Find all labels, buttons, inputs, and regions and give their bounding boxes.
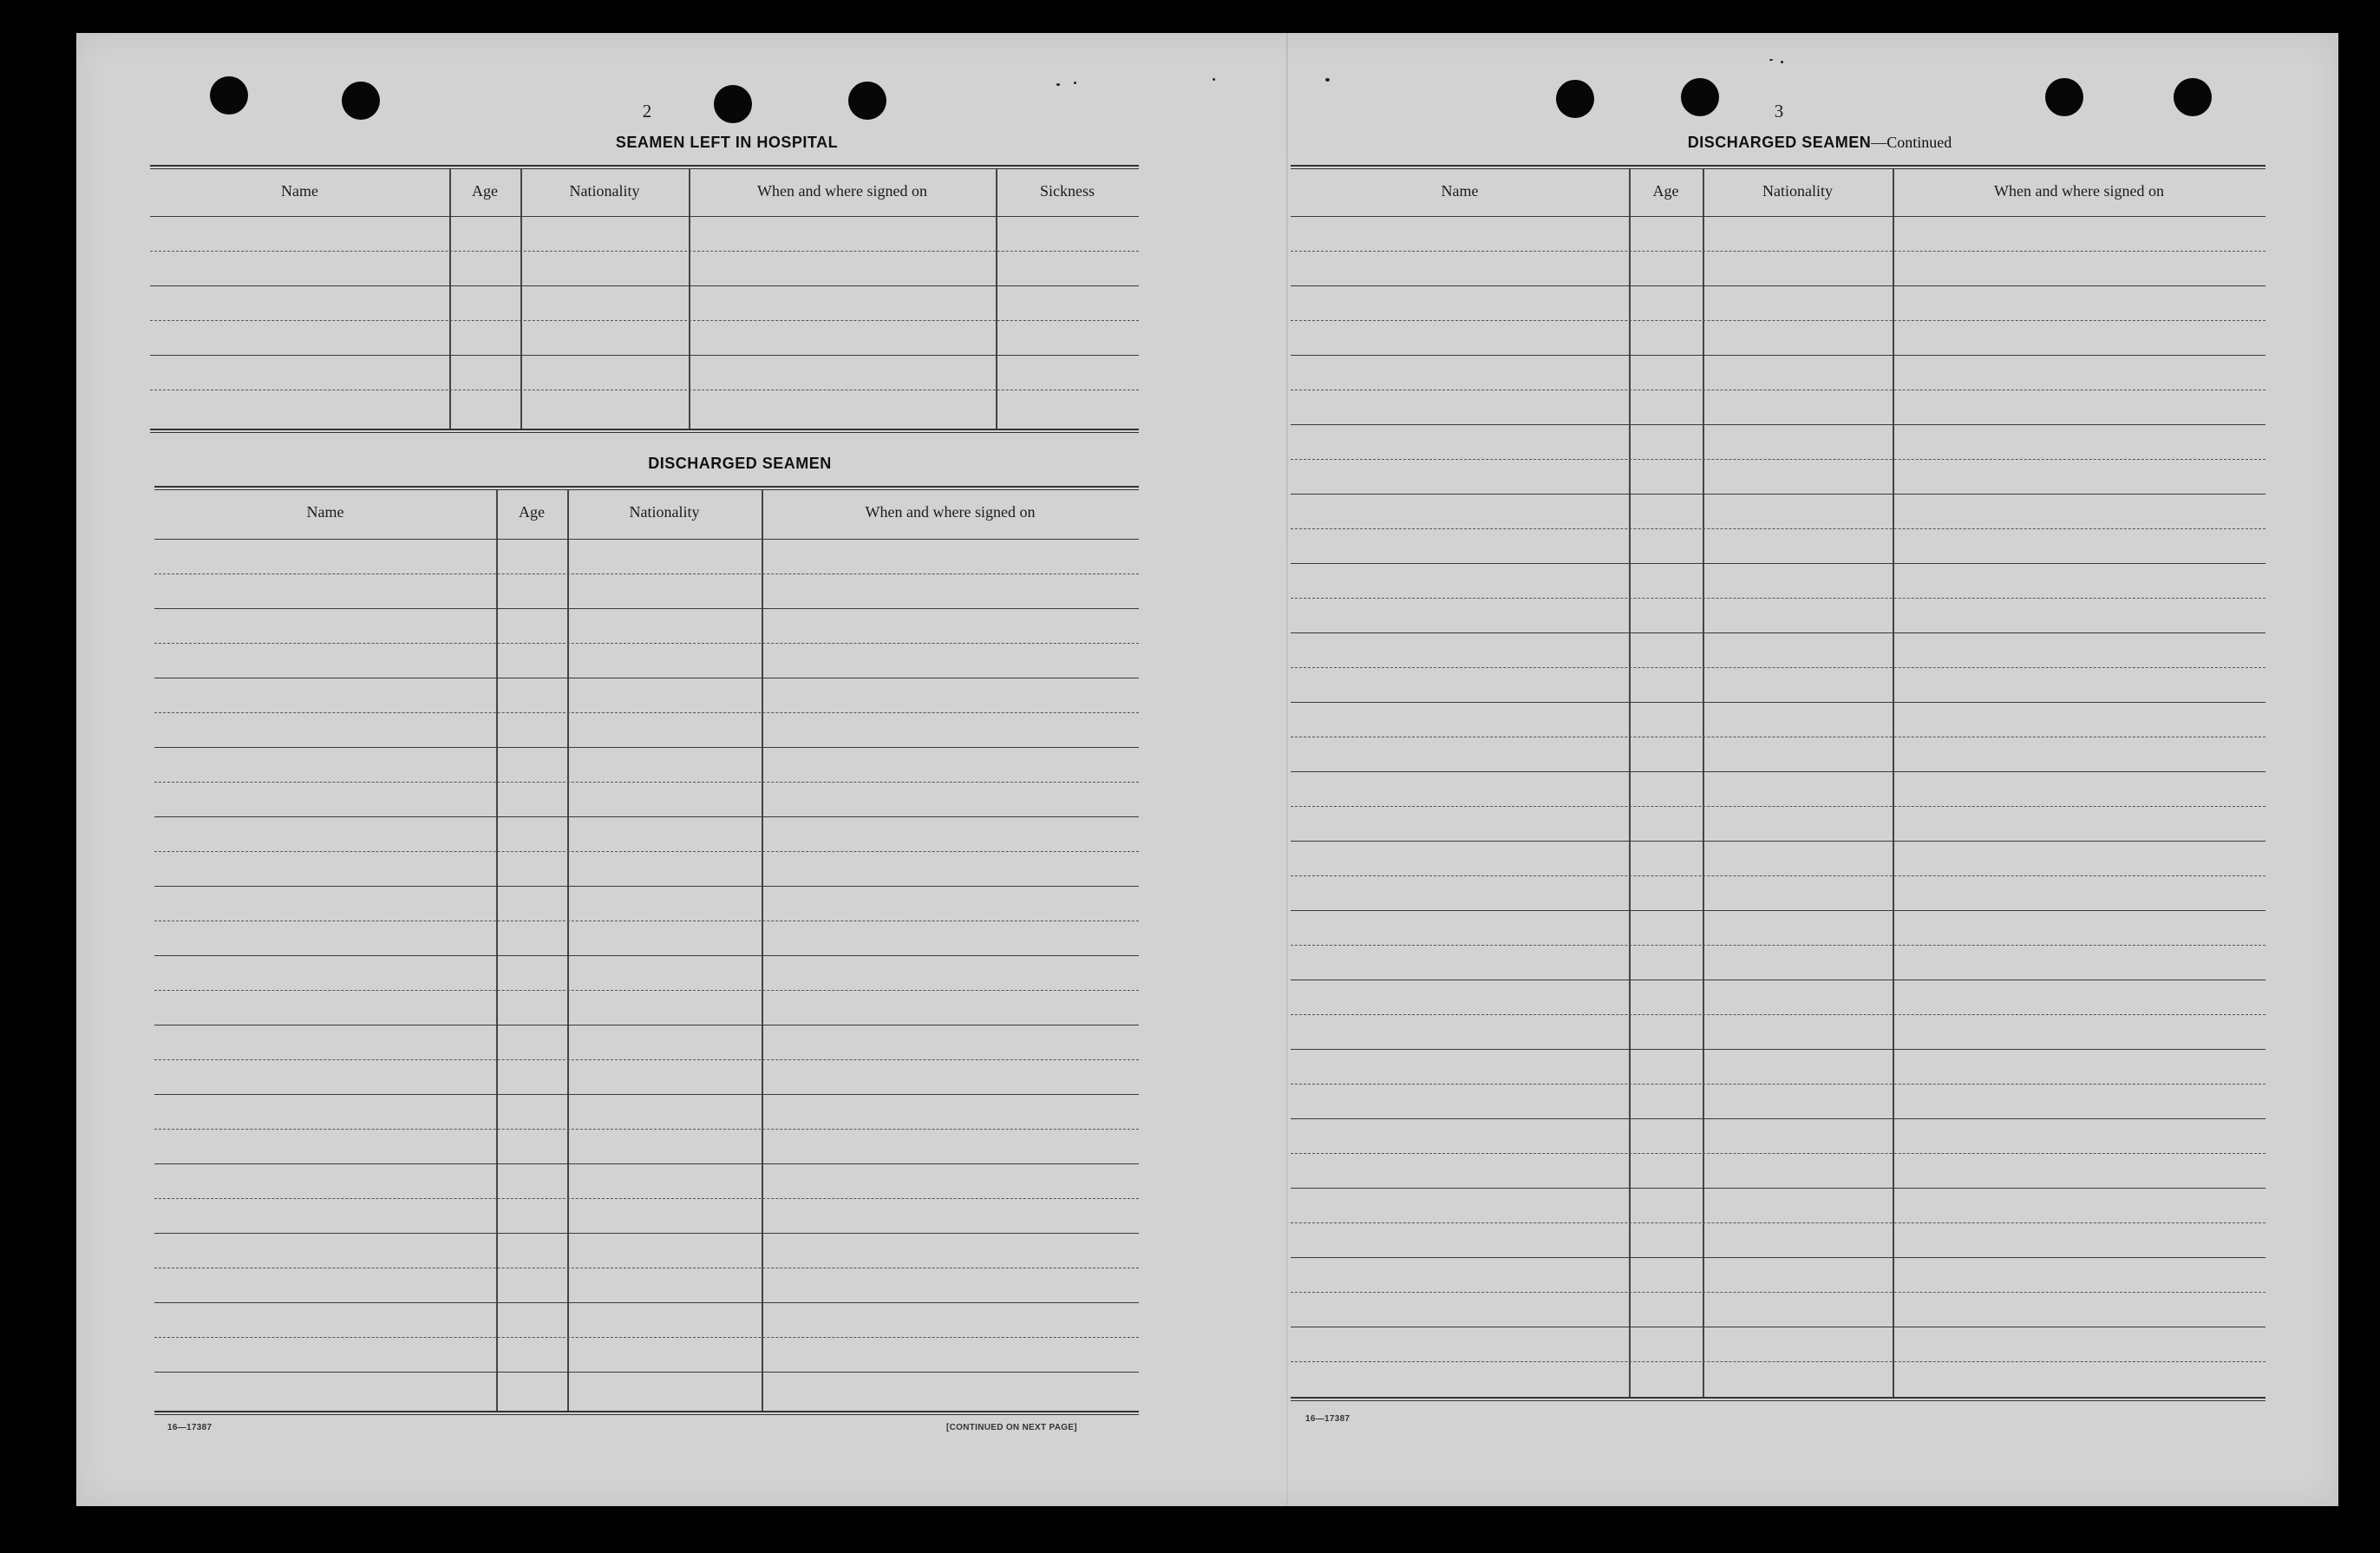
continued-note: [CONTINUED ON NEXT PAGE] xyxy=(946,1423,1077,1432)
table-row-line xyxy=(1291,702,2266,703)
column-header: Sickness xyxy=(1040,182,1095,200)
table-row-line xyxy=(154,1302,1139,1303)
ink-speck xyxy=(1325,78,1330,82)
table-row-line xyxy=(1291,528,2266,529)
table-row-line xyxy=(1291,285,2266,286)
table-row-line xyxy=(1291,1118,2266,1119)
table-row-line xyxy=(154,1372,1139,1373)
table-row-line xyxy=(1291,563,2266,564)
table-row-line xyxy=(154,990,1139,991)
table-row-line xyxy=(154,1337,1139,1338)
table-row-line xyxy=(154,1163,1139,1164)
table-row-line xyxy=(150,320,1139,321)
ink-speck xyxy=(1056,83,1060,86)
table-row-line xyxy=(1291,1153,2266,1154)
column-header: Age xyxy=(472,182,498,200)
column-divider xyxy=(762,490,763,1411)
table-bottom-rule xyxy=(150,429,1139,433)
table-row-line xyxy=(1291,1188,2266,1189)
table-row-line xyxy=(1291,875,2266,876)
table-top-rule xyxy=(1291,165,2266,169)
table-row-line xyxy=(1291,598,2266,599)
table-row-line xyxy=(1291,1361,2266,1362)
ink-speck xyxy=(1074,82,1076,84)
table-row-line xyxy=(154,955,1139,956)
punch-hole xyxy=(210,76,248,115)
table-top-rule xyxy=(154,486,1139,490)
column-header: Name xyxy=(1441,182,1479,200)
table-row-line xyxy=(154,1059,1139,1060)
table-row-line xyxy=(1291,459,2266,460)
table-row-line xyxy=(1291,320,2266,321)
table-row-line xyxy=(1291,910,2266,911)
table-row-line xyxy=(1291,667,2266,668)
ink-speck xyxy=(1213,78,1215,81)
column-divider xyxy=(1893,169,1894,1397)
table-row-line xyxy=(154,816,1139,817)
form-number-left: 16—17387 xyxy=(167,1423,212,1432)
page-number-right: 3 xyxy=(1774,101,1784,121)
table-bottom-rule xyxy=(1291,1397,2266,1401)
table-row-line xyxy=(154,573,1139,574)
page-number-left: 2 xyxy=(642,101,652,121)
table-row-line xyxy=(1291,1222,2266,1223)
table-row-line xyxy=(1291,632,2266,633)
column-header: When and where signed on xyxy=(757,182,927,200)
column-divider xyxy=(1629,169,1631,1397)
column-header: Name xyxy=(306,503,344,521)
discharged-continued-title-text: DISCHARGED SEAMEN xyxy=(1687,134,1872,151)
table-row-line xyxy=(1291,841,2266,842)
header-underline xyxy=(150,216,1139,217)
discharged-continued-title xyxy=(1516,134,2123,152)
table-row-line xyxy=(1291,424,2266,425)
table-row-line xyxy=(154,1198,1139,1199)
column-header: When and where signed on xyxy=(865,503,1036,521)
table-row-line xyxy=(1291,251,2266,252)
punch-hole xyxy=(714,85,752,123)
table-top-rule xyxy=(150,165,1139,169)
punch-hole xyxy=(848,82,886,120)
table-row-line xyxy=(1291,945,2266,946)
hospital-section-title: SEAMEN LEFT IN HOSPITAL xyxy=(615,134,839,151)
table-row-line xyxy=(154,782,1139,783)
column-header: Name xyxy=(281,182,318,200)
column-header: When and where signed on xyxy=(1994,182,2164,200)
punch-hole xyxy=(342,82,380,120)
table-row-line xyxy=(154,747,1139,748)
table-row-line xyxy=(154,1233,1139,1234)
table-row-line xyxy=(150,251,1139,252)
column-header: Age xyxy=(1652,182,1679,200)
column-divider xyxy=(496,490,498,1411)
punch-hole xyxy=(1681,78,1719,116)
table-row-line xyxy=(154,643,1139,644)
page-fold xyxy=(1286,33,1288,1506)
header-underline xyxy=(1291,216,2266,217)
column-header: Age xyxy=(519,503,545,521)
punch-hole xyxy=(2174,78,2212,116)
column-header: Nationality xyxy=(1762,182,1833,200)
table-row-line xyxy=(1291,494,2266,495)
column-header: Nationality xyxy=(629,503,700,521)
table-row-line xyxy=(154,608,1139,609)
table-row-line xyxy=(154,886,1139,887)
header-underline xyxy=(154,539,1139,540)
table-row-line xyxy=(1291,1292,2266,1293)
table-row-line xyxy=(154,1129,1139,1130)
table-row-line xyxy=(1291,806,2266,807)
table-row-line xyxy=(154,1094,1139,1095)
form-number-right: 16—17387 xyxy=(1305,1414,1350,1424)
table-row-line xyxy=(150,285,1139,286)
table-row-line xyxy=(154,712,1139,713)
column-header: Nationality xyxy=(569,182,640,200)
table-row-line xyxy=(1291,1014,2266,1015)
table-row-line xyxy=(154,1025,1139,1026)
table-row-line xyxy=(1291,771,2266,772)
ink-speck xyxy=(1781,61,1783,63)
continued-suffix: —Continued xyxy=(1871,134,1952,151)
form-sheet xyxy=(76,33,2338,1506)
column-divider xyxy=(1703,169,1704,1397)
table-row-line xyxy=(150,355,1139,356)
table-row-line xyxy=(1291,1257,2266,1258)
table-row-line xyxy=(154,851,1139,852)
table-bottom-rule xyxy=(154,1411,1139,1415)
discharged-section-title: DISCHARGED SEAMEN xyxy=(648,455,832,472)
ink-speck xyxy=(1769,59,1773,61)
table-row-line xyxy=(1291,1049,2266,1050)
table-row-line xyxy=(1291,355,2266,356)
punch-hole xyxy=(2045,78,2083,116)
column-divider xyxy=(567,490,569,1411)
punch-hole xyxy=(1556,80,1594,118)
